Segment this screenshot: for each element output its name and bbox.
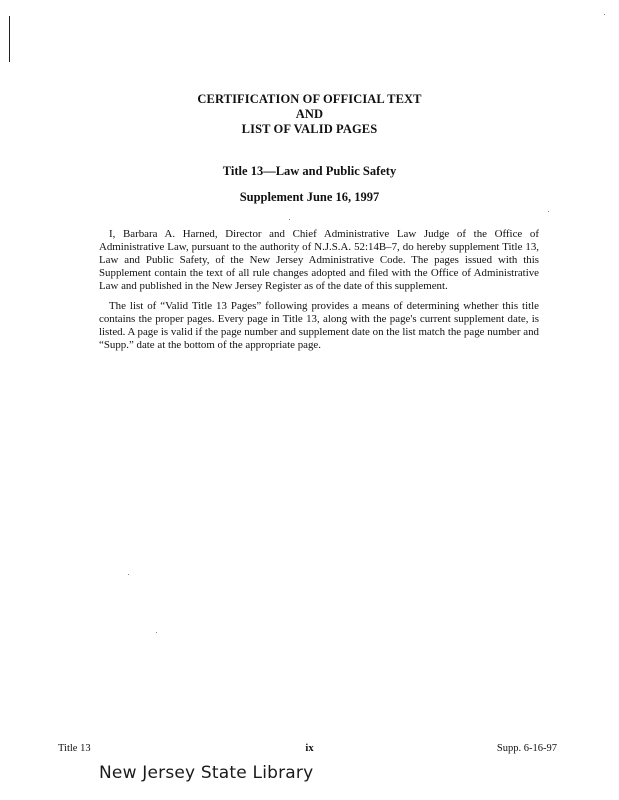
certification-body — [99, 228, 539, 359]
footer-supplement: Supp. 6-16-97 — [496, 743, 557, 754]
scan-speck — [156, 632, 157, 633]
margin-rule — [9, 16, 10, 62]
scan-speck — [548, 211, 549, 212]
title-heading: Title 13—Law and Public Safety — [222, 164, 397, 178]
supplement-date: Supplement June 16, 1997 — [239, 190, 380, 204]
scan-speck — [289, 219, 290, 220]
paragraph-certification: I, Barbara A. Harned, Director and Chief Administrative Law Judge of the Office of Administrative Law, pursuant to the authority of N.J.S.A. 52:14B–7, do hereby supplement Title 13, Law and Public Safety, of the New Jersey Administrative Code. The pages issued with this Supplement contain the text of all rule changes adopted and filed with the Office of Administrative Law and published in the New Jersey Register as of the date of this supplement. — [99, 228, 539, 292]
document-heading — [0, 92, 619, 137]
scan-speck — [604, 14, 605, 15]
scan-speck — [128, 574, 129, 575]
footer-title: Title 13 — [58, 743, 91, 754]
heading-line-3: LIST OF VALID PAGES — [241, 122, 378, 136]
heading-line-1: CERTIFICATION OF OFFICIAL TEXT — [197, 92, 422, 106]
paragraph-valid-pages: The list of “Valid Title 13 Pages” following provides a means of determining whether this title contains the proper pages. Every page in Title 13, along with the page's current supplement date, is listed. A page is valid if the page number and supplement date on the list match the page number and “Supp.” date at the bottom of the appropriate page. — [99, 300, 539, 351]
footer-page-number: ix — [305, 743, 314, 754]
heading-line-2: AND — [295, 107, 324, 121]
library-stamp: New Jersey State Library — [99, 763, 314, 783]
